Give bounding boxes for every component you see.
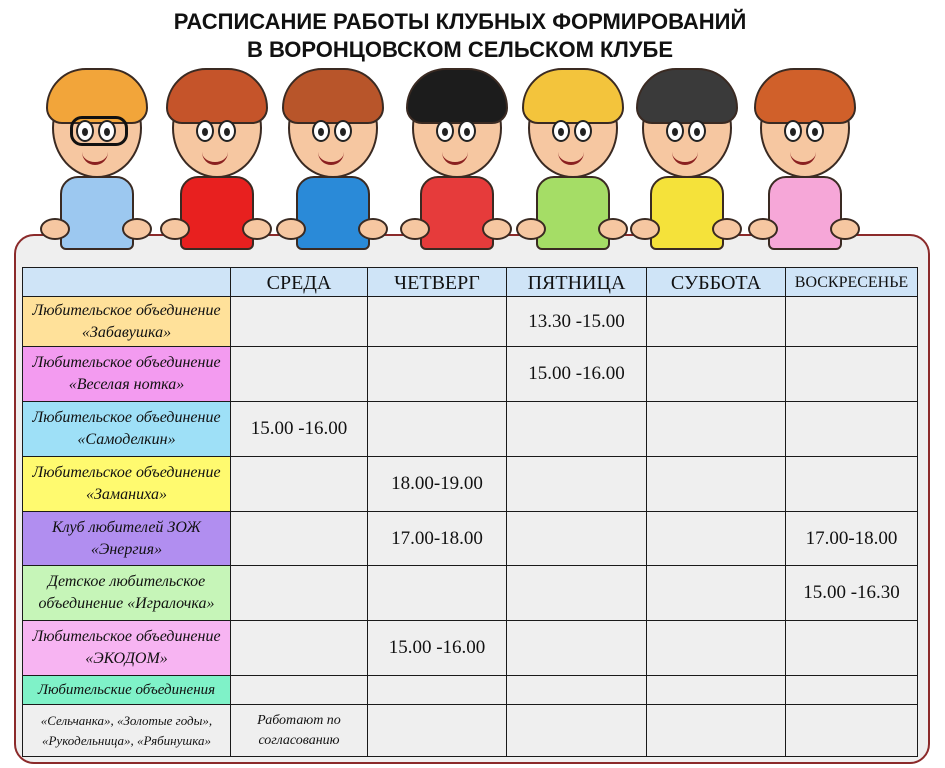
club-title: «Заманиха»: [86, 486, 167, 503]
kid-figure: [400, 58, 510, 268]
schedule-time-cell: [231, 402, 368, 457]
kid-hair: [406, 68, 508, 124]
kid-shirt: [420, 176, 494, 250]
kid-hand: [122, 218, 152, 240]
club-name: [32, 407, 220, 451]
club-title: «Энергия»: [90, 540, 163, 558]
kid-shirt: [536, 176, 610, 250]
schedule-time-cell: [507, 457, 647, 512]
schedule-time-cell: [647, 402, 786, 457]
schedule-time-cell: [368, 402, 507, 457]
schedule-time-cell: [507, 297, 647, 347]
kid-hand: [400, 218, 430, 240]
kid-shirt: [60, 176, 134, 250]
day-header-label: ПЯТНИЦА: [527, 272, 626, 294]
schedule-time: 15.00 -16.00: [528, 363, 625, 384]
kid-eye: [312, 120, 330, 142]
kid-figure: [516, 58, 626, 268]
kid-hand: [748, 218, 778, 240]
schedule-time-cell: [368, 566, 507, 621]
club-name-cell: [22, 676, 231, 705]
kid-figure: [630, 58, 740, 268]
day-header-cell: [507, 267, 647, 297]
kid-shirt: [180, 176, 254, 250]
club-name-cell: [22, 621, 231, 676]
schedule-time-cell: [368, 621, 507, 676]
schedule-time-cell: [507, 676, 647, 705]
schedule-time-cell: [507, 566, 647, 621]
schedule-time-cell: [368, 347, 507, 402]
schedule-time-cell: [507, 402, 647, 457]
schedule-time-cell: [786, 297, 918, 347]
kid-figure: [160, 58, 270, 268]
kid-hair: [166, 68, 268, 124]
kid-hand: [630, 218, 660, 240]
schedule-time: 15.00 -16.00: [250, 418, 348, 439]
club-type: Детское любительское: [47, 573, 206, 590]
kid-figure: [748, 58, 858, 268]
kid-hand: [830, 218, 860, 240]
schedule-time-cell: [786, 676, 918, 705]
kid-hand: [358, 218, 388, 240]
schedule-time-cell: [231, 512, 368, 566]
schedule-time-cell: [368, 676, 507, 705]
schedule-time-cell: [368, 297, 507, 347]
club-type: Любительское объединение: [32, 354, 221, 371]
title-line-1: РАСПИСАНИЕ РАБОТЫ КЛУБНЫХ ФОРМИРОВАНИЙ: [173, 9, 747, 34]
day-header-cell: [231, 267, 368, 297]
kid-hand: [516, 218, 546, 240]
club-names: [41, 711, 212, 751]
schedule-time-cell: [786, 566, 918, 621]
club-name-cell: [22, 512, 231, 566]
club-title: объединение «Игралочка»: [38, 595, 215, 612]
schedule-time-cell: [368, 457, 507, 512]
kid-eye: [218, 120, 236, 142]
title-line-2: В ВОРОНЦОВСКОМ СЕЛЬСКОМ КЛУБЕ: [246, 37, 674, 62]
schedule-time-cell: [786, 512, 918, 566]
day-header-cell: [647, 267, 786, 297]
kid-eye: [666, 120, 684, 142]
club-type: Любительское объединение: [32, 301, 221, 319]
kid-hair: [754, 68, 856, 124]
club-names-line: «Рукодельница», «Рябинушка»: [41, 732, 211, 748]
schedule-time-cell: [507, 347, 647, 402]
kid-eye: [334, 120, 352, 142]
kid-eye: [806, 120, 824, 142]
kid-shirt: [296, 176, 370, 250]
kid-hand: [712, 218, 742, 240]
schedule-time-cell: [786, 457, 918, 512]
club-name-cell: [22, 297, 231, 347]
kid-hair: [522, 68, 624, 124]
day-header-label: СУББОТА: [670, 272, 762, 294]
kid-hand: [40, 218, 70, 240]
glasses-icon: [70, 116, 128, 146]
kid-eye: [688, 120, 706, 142]
schedule-time-cell: [231, 457, 368, 512]
schedule-time-cell: [786, 402, 918, 457]
kid-hair: [636, 68, 738, 124]
schedule-time-cell: [647, 347, 786, 402]
kid-figure: [276, 58, 386, 268]
kid-hair: [282, 68, 384, 124]
schedule-time-cell: [507, 705, 647, 757]
schedule-time-cell: [647, 676, 786, 705]
kid-eye: [574, 120, 592, 142]
club-name: [39, 571, 215, 615]
kid-figure: [40, 58, 150, 268]
header-corner-cell: [22, 267, 231, 297]
schedule-note-line: Работают по: [257, 712, 341, 728]
schedule-time: 18.00-19.00: [391, 473, 483, 494]
schedule-time: 17.00-18.00: [391, 527, 483, 549]
club-name: [32, 300, 220, 344]
schedule-time-cell: [647, 705, 786, 757]
schedule-time-cell: [368, 512, 507, 566]
schedule-time-cell: [647, 457, 786, 512]
club-name-cell: [22, 347, 231, 402]
club-type: Клуб любителей ЗОЖ: [52, 518, 201, 536]
schedule-time: 15.00 -16.30: [803, 582, 900, 603]
schedule-time-cell: [786, 621, 918, 676]
schedule-time: 17.00-18.00: [805, 527, 898, 549]
schedule-time-cell: [786, 347, 918, 402]
kid-eye: [784, 120, 802, 142]
kid-hand: [598, 218, 628, 240]
club-type: Любительское объединение: [32, 628, 221, 645]
club-title: «ЭКОДОМ»: [85, 650, 168, 667]
day-header-cell: [786, 267, 918, 297]
schedule-time: 15.00 -16.00: [388, 637, 486, 658]
kid-eye: [196, 120, 214, 142]
day-header-label: СРЕДА: [266, 272, 332, 294]
club-type: Любительское объединение: [32, 409, 221, 426]
club-name-cell: [22, 705, 231, 757]
kid-shirt: [768, 176, 842, 250]
club-group-header: Любительские объединения: [37, 682, 216, 698]
day-header-label: ВОСКРЕСЕНЬЕ: [794, 274, 909, 291]
club-title: «Веселая нотка»: [68, 376, 185, 393]
schedule-time-cell: [647, 621, 786, 676]
schedule-time-cell: [231, 566, 368, 621]
club-type: Любительское объединение: [32, 464, 221, 481]
club-name: [52, 517, 201, 561]
schedule-note-cell: [231, 705, 368, 757]
club-name: [32, 352, 220, 396]
schedule-time-cell: [507, 512, 647, 566]
kid-hand: [160, 218, 190, 240]
club-name: [32, 462, 220, 506]
kid-shirt: [650, 176, 724, 250]
kid-eye: [552, 120, 570, 142]
schedule-time-cell: [231, 347, 368, 402]
schedule-note: [257, 711, 341, 751]
club-title: «Забавушка»: [81, 323, 172, 341]
schedule-note-line: согласованию: [258, 732, 340, 748]
club-name-cell: [22, 457, 231, 512]
page-title: [0, 8, 920, 64]
kid-hand: [482, 218, 512, 240]
schedule-time-cell: [507, 621, 647, 676]
day-header-cell: [368, 267, 507, 297]
schedule-time-cell: [786, 705, 918, 757]
schedule-time-cell: [231, 297, 368, 347]
club-names-line: «Сельчанка», «Золотые годы»,: [40, 712, 213, 728]
kid-eye: [436, 120, 454, 142]
club-name-cell: [22, 566, 231, 621]
club-name: [32, 626, 220, 670]
schedule-time-cell: [231, 676, 368, 705]
club-title: «Самоделкин»: [77, 431, 176, 448]
schedule-time-cell: [368, 705, 507, 757]
schedule-time-cell: [647, 297, 786, 347]
kid-hand: [242, 218, 272, 240]
schedule-time: 13.30 -15.00: [528, 310, 625, 332]
kid-eye: [458, 120, 476, 142]
club-name-cell: [22, 402, 231, 457]
day-header-label: ЧЕТВЕРГ: [394, 272, 480, 294]
kid-hand: [276, 218, 306, 240]
schedule-time-cell: [647, 566, 786, 621]
schedule-time-cell: [647, 512, 786, 566]
schedule-time-cell: [231, 621, 368, 676]
